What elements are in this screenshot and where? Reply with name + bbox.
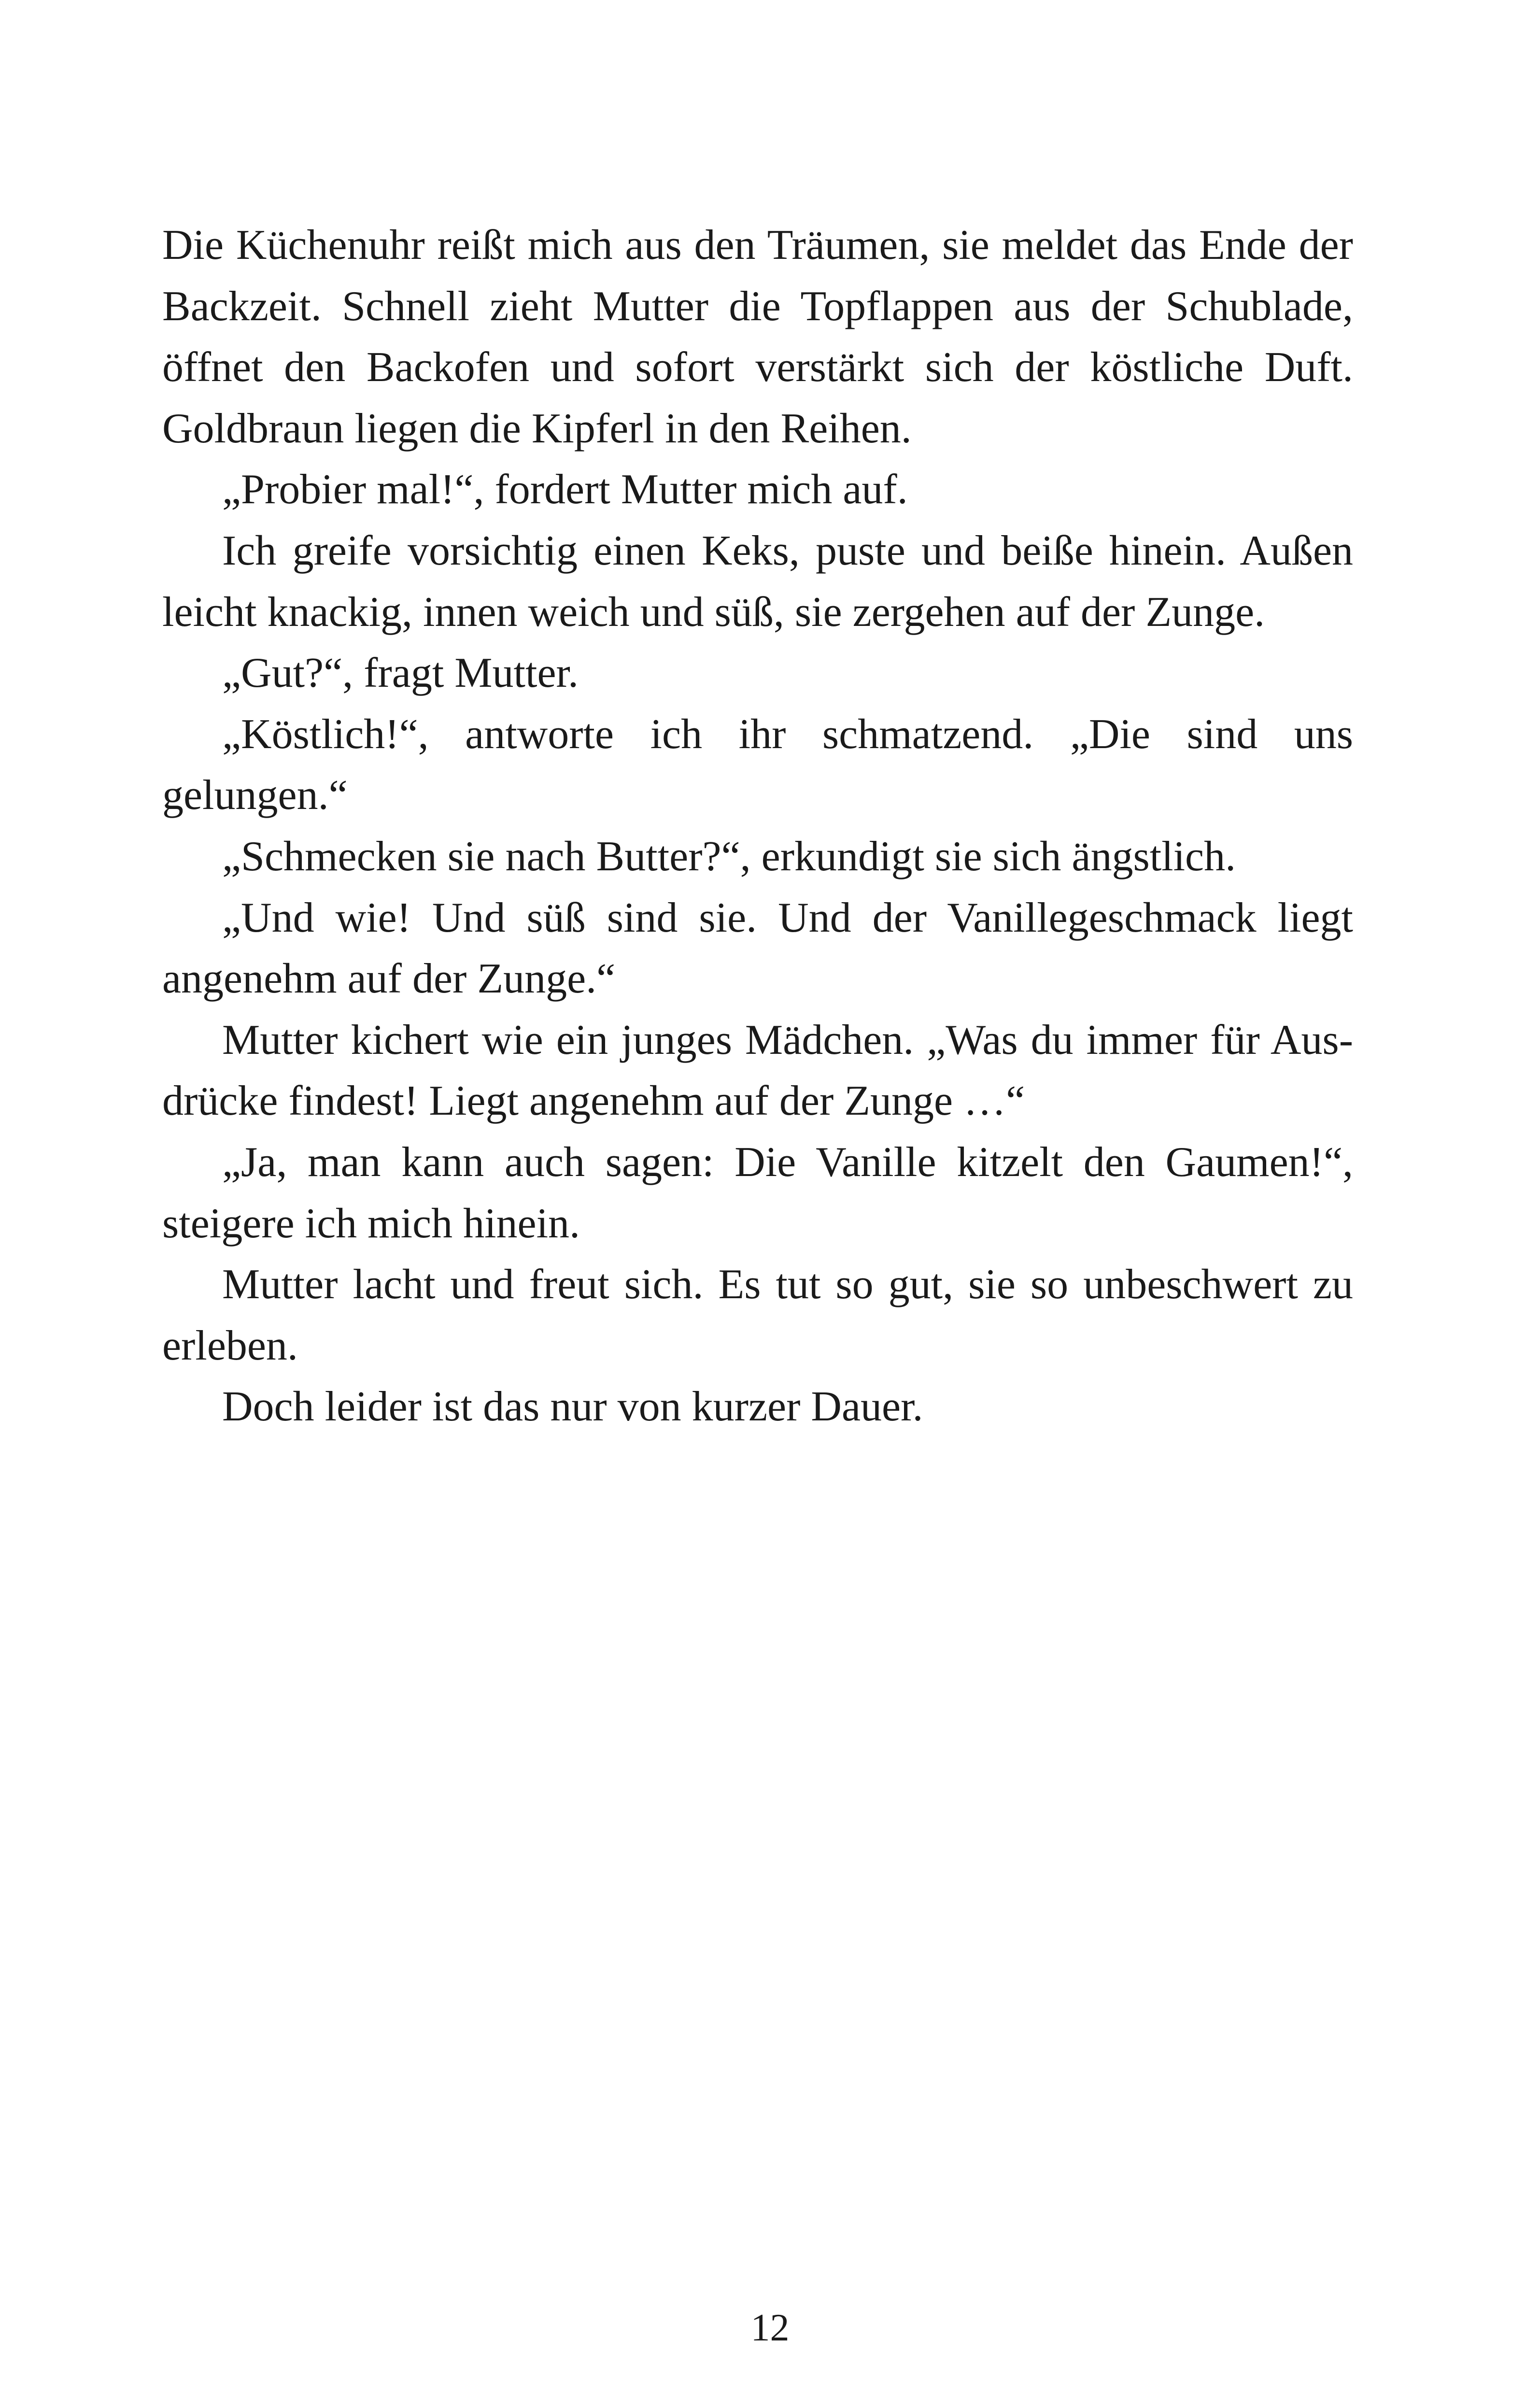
page-number: 12	[750, 2307, 790, 2349]
paragraph: „Ja, man kann auch sagen: Die Vanille kitzelt den Gaumen!“, steigere ich mich hinein.	[162, 1138, 1353, 1247]
paragraph: Mutter kichert wie ein junges Mädchen. „Was du immer für Ausdrücke findest! Liegt angenehm auf der Zunge …“	[162, 1016, 1353, 1125]
paragraph: „Gut?“, fragt Mutter.	[222, 650, 579, 697]
paragraph: „Köstlich!“, antworte ich ihr schmatzend. „Die sind uns gelungen.“	[162, 710, 1353, 819]
body-text	[162, 215, 1353, 1438]
paragraph: „Probier mal!“, fordert Mutter mich auf.	[222, 466, 908, 513]
paragraph: „Und wie! Und süß sind sie. Und der Vanillegeschmack liegt angenehm auf der Zunge.“	[162, 894, 1353, 1003]
paragraph: „Schmecken sie nach Butter?“, erkundigt sie sich ängstlich.	[222, 833, 1236, 880]
paragraph: Ich greife vorsichtig einen Keks, puste und beiße hinein. Außen leicht knackig, innen weich und süß, sie zergehen auf der Zunge.	[162, 527, 1353, 636]
paragraph: Mutter lacht und freut sich. Es tut so gut, sie so unbeschwert zu erleben.	[162, 1261, 1353, 1369]
paragraph: Doch leider ist das nur von kurzer Dauer.	[222, 1383, 923, 1431]
paragraph: Die Küchenuhr reißt mich aus den Träumen, sie meldet das Ende der Backzeit. Schnell zieht Mutter die Topflappen aus der Schublade, öffnet den Backofen und sofort verstärkt sich der köstliche Duft. Goldbraun liegen die Kipferl in den Reihen.	[162, 222, 1353, 452]
